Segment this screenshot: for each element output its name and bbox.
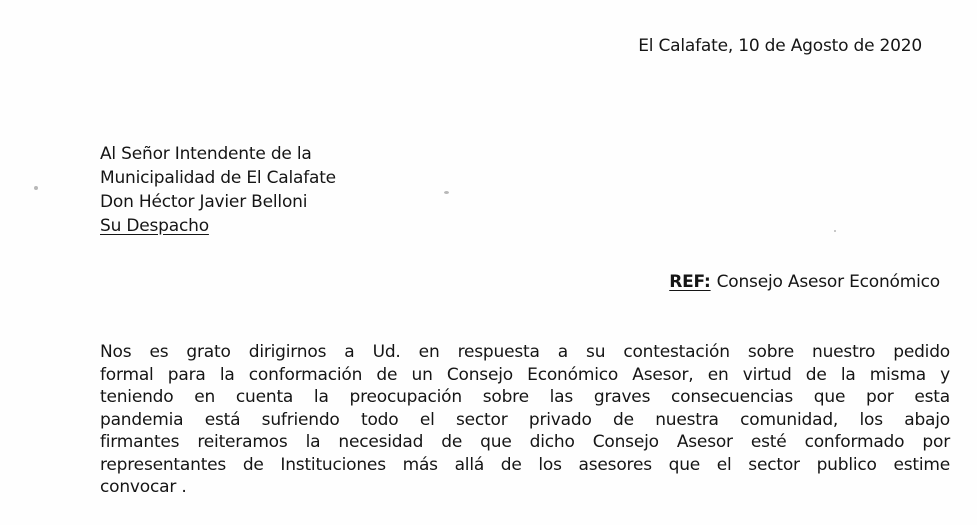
recipient-line: Don Héctor Javier Belloni bbox=[100, 192, 308, 212]
recipient-dispatch: Su Despacho bbox=[100, 216, 209, 236]
body-line: teniendo en cuenta la preocupación sobre las graves consecuencias que por esta bbox=[100, 387, 950, 407]
reference-label: REF: bbox=[669, 272, 711, 292]
reference-subject: Consejo Asesor Económico bbox=[716, 272, 940, 292]
letter-body bbox=[100, 341, 950, 499]
body-line: formal para la conformación de un Consejo Económico Asesor, en virtud de la misma y bbox=[100, 364, 950, 385]
letter-date: El Calafate, 10 de Agosto de 2020 bbox=[638, 36, 922, 56]
body-line: Nos es grato dirigirnos a Ud. en respuesta a su contestación sobre nuestro pedido bbox=[100, 342, 950, 362]
body-line: firmantes reiteramos la necesidad de que dicho Consejo Asesor esté conformado por bbox=[100, 432, 950, 452]
scan-speck bbox=[444, 191, 449, 194]
recipient-block bbox=[100, 142, 336, 238]
scan-speck bbox=[34, 186, 38, 190]
body-line: representantes de Instituciones más allá de los asesores que el sector publico estime bbox=[100, 454, 950, 475]
body-line: convocar . bbox=[100, 477, 187, 497]
scan-speck bbox=[834, 230, 836, 232]
recipient-line: Al Señor Intendente de la bbox=[100, 144, 312, 164]
body-line: pandemia está sufriendo todo el sector privado de nuestra comunidad, los abajo bbox=[100, 409, 950, 430]
recipient-line: Municipalidad de El Calafate bbox=[100, 168, 336, 188]
reference-line bbox=[669, 272, 940, 292]
